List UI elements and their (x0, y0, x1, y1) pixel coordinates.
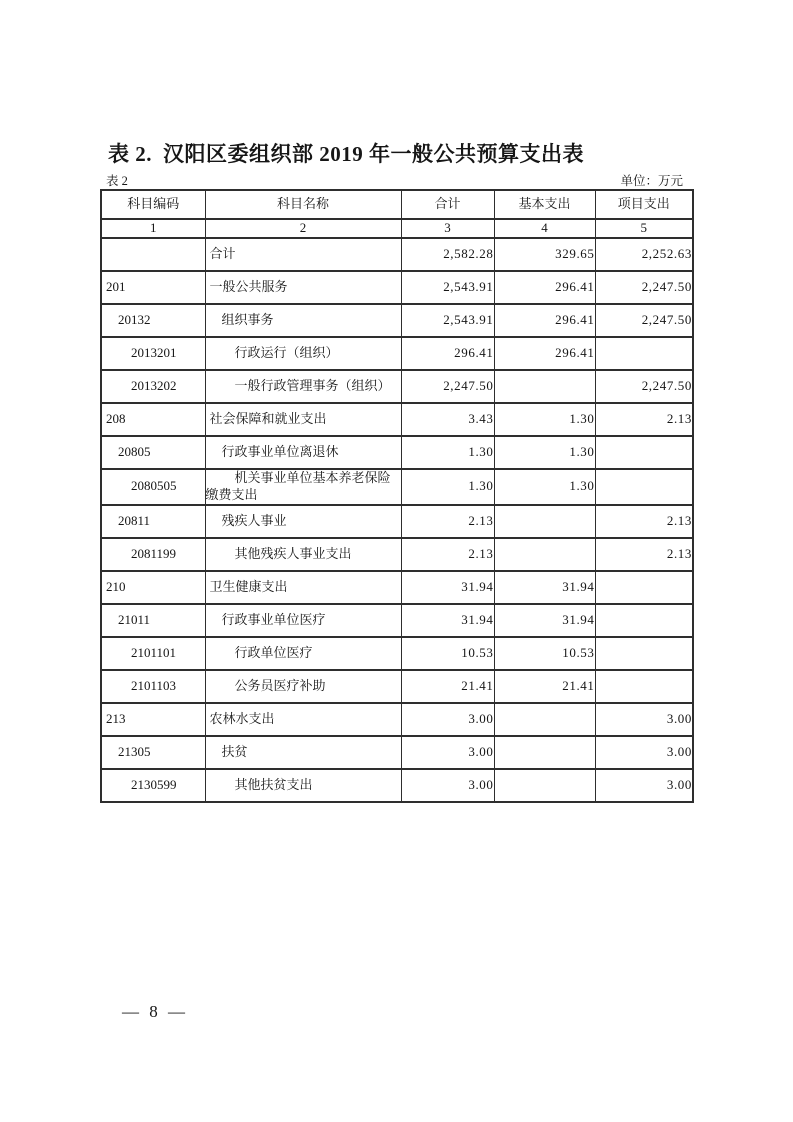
table-row (101, 736, 693, 769)
project-expenditure-cell: 2.13 (595, 403, 693, 436)
name-cell: 其他扶贫支出 (205, 769, 401, 802)
header-row (101, 190, 693, 219)
table-number-label: 表 2 (106, 174, 128, 188)
code-cell: 21305 (101, 736, 205, 769)
code-cell: 2013202 (101, 370, 205, 403)
basic-expenditure-cell: 21.41 (494, 670, 595, 703)
code-cell: 20132 (101, 304, 205, 337)
total-cell: 3.00 (401, 736, 494, 769)
code-cell: 20805 (101, 436, 205, 469)
unit-label: 单位：万元 (620, 174, 683, 188)
project-expenditure-cell: 2,247.50 (595, 271, 693, 304)
total-cell: 10.53 (401, 637, 494, 670)
project-expenditure-cell: 3.00 (595, 769, 693, 802)
basic-expenditure-cell: 31.94 (494, 571, 595, 604)
total-cell: 1.30 (401, 469, 494, 505)
table-row (101, 337, 693, 370)
column-index-4: 4 (494, 219, 595, 238)
total-cell: 2,543.91 (401, 271, 494, 304)
name-cell: 社会保障和就业支出 (205, 403, 401, 436)
project-expenditure-cell (595, 670, 693, 703)
code-cell (101, 238, 205, 271)
total-cell: 2,247.50 (401, 370, 494, 403)
basic-expenditure-cell: 10.53 (494, 637, 595, 670)
table-row (101, 271, 693, 304)
table-row (101, 769, 693, 802)
name-cell: 合计 (205, 238, 401, 271)
table-row (101, 436, 693, 469)
basic-expenditure-cell: 296.41 (494, 304, 595, 337)
table-row (101, 370, 693, 403)
name-cell: 其他残疾人事业支出 (205, 538, 401, 571)
column-header-project: 项目支出 (595, 190, 693, 219)
project-expenditure-cell (595, 469, 693, 505)
project-expenditure-cell: 2.13 (595, 538, 693, 571)
code-cell: 2101103 (101, 670, 205, 703)
code-cell: 2013201 (101, 337, 205, 370)
name-cell: 残疾人事业 (205, 505, 401, 538)
table-row (101, 469, 693, 505)
basic-expenditure-cell: 296.41 (494, 337, 595, 370)
name-cell: 行政单位医疗 (205, 637, 401, 670)
code-cell: 210 (101, 571, 205, 604)
table-body (101, 238, 693, 802)
total-cell: 2,582.28 (401, 238, 494, 271)
code-cell: 21011 (101, 604, 205, 637)
name-cell: 卫生健康支出 (205, 571, 401, 604)
code-cell: 20811 (101, 505, 205, 538)
table-row (101, 538, 693, 571)
project-expenditure-cell (595, 571, 693, 604)
name-cell: 一般行政管理事务（组织） (205, 370, 401, 403)
name-cell: 行政事业单位医疗 (205, 604, 401, 637)
basic-expenditure-cell (494, 505, 595, 538)
table-row (101, 238, 693, 271)
project-expenditure-cell: 3.00 (595, 703, 693, 736)
column-index-5: 5 (595, 219, 693, 238)
total-cell: 2,543.91 (401, 304, 494, 337)
name-cell: 组织事务 (205, 304, 401, 337)
basic-expenditure-cell (494, 538, 595, 571)
column-header-basic: 基本支出 (494, 190, 595, 219)
table-row (101, 637, 693, 670)
column-header-total: 合计 (401, 190, 494, 219)
code-cell: 201 (101, 271, 205, 304)
column-header-code: 科目编码 (101, 190, 205, 219)
total-cell: 2.13 (401, 538, 494, 571)
basic-expenditure-cell: 1.30 (494, 469, 595, 505)
total-cell: 2.13 (401, 505, 494, 538)
name-cell: 农林水支出 (205, 703, 401, 736)
name-cell: 机关事业单位基本养老保险缴费支出 (205, 469, 401, 505)
project-expenditure-cell (595, 436, 693, 469)
project-expenditure-cell: 2,247.50 (595, 304, 693, 337)
basic-expenditure-cell (494, 370, 595, 403)
project-expenditure-cell (595, 604, 693, 637)
total-cell: 31.94 (401, 571, 494, 604)
header-index-row (101, 219, 693, 238)
table-row (101, 403, 693, 436)
total-cell: 296.41 (401, 337, 494, 370)
code-cell: 208 (101, 403, 205, 436)
basic-expenditure-cell: 296.41 (494, 271, 595, 304)
budget-table (100, 189, 694, 803)
column-index-3: 3 (401, 219, 494, 238)
column-index-1: 1 (101, 219, 205, 238)
name-cell: 行政事业单位离退休 (205, 436, 401, 469)
name-cell: 扶贫 (205, 736, 401, 769)
project-expenditure-cell: 3.00 (595, 736, 693, 769)
project-expenditure-cell: 2,247.50 (595, 370, 693, 403)
basic-expenditure-cell: 1.30 (494, 436, 595, 469)
code-cell: 2130599 (101, 769, 205, 802)
total-cell: 31.94 (401, 604, 494, 637)
basic-expenditure-cell: 1.30 (494, 403, 595, 436)
project-expenditure-cell: 2.13 (595, 505, 693, 538)
project-expenditure-cell (595, 337, 693, 370)
table-row (101, 670, 693, 703)
code-cell: 2080505 (101, 469, 205, 505)
name-cell: 公务员医疗补助 (205, 670, 401, 703)
page-number: — 8 — (122, 1002, 185, 1021)
code-cell: 2081199 (101, 538, 205, 571)
basic-expenditure-cell: 31.94 (494, 604, 595, 637)
name-cell: 一般公共服务 (205, 271, 401, 304)
project-expenditure-cell: 2,252.63 (595, 238, 693, 271)
project-expenditure-cell (595, 637, 693, 670)
table-row (101, 604, 693, 637)
column-index-2: 2 (205, 219, 401, 238)
code-cell: 2101101 (101, 637, 205, 670)
column-header-name: 科目名称 (205, 190, 401, 219)
table-header (101, 190, 693, 238)
total-cell: 3.00 (401, 703, 494, 736)
table-row (101, 505, 693, 538)
total-cell: 3.00 (401, 769, 494, 802)
name-cell: 行政运行（组织） (205, 337, 401, 370)
table-row (101, 703, 693, 736)
total-cell: 1.30 (401, 436, 494, 469)
total-cell: 21.41 (401, 670, 494, 703)
basic-expenditure-cell: 329.65 (494, 238, 595, 271)
basic-expenditure-cell (494, 769, 595, 802)
basic-expenditure-cell (494, 703, 595, 736)
page-title: 表 2. 汉阳区委组织部 2019 年一般公共预算支出表 (108, 142, 584, 166)
total-cell: 3.43 (401, 403, 494, 436)
basic-expenditure-cell (494, 736, 595, 769)
table-row (101, 571, 693, 604)
table-row (101, 304, 693, 337)
code-cell: 213 (101, 703, 205, 736)
